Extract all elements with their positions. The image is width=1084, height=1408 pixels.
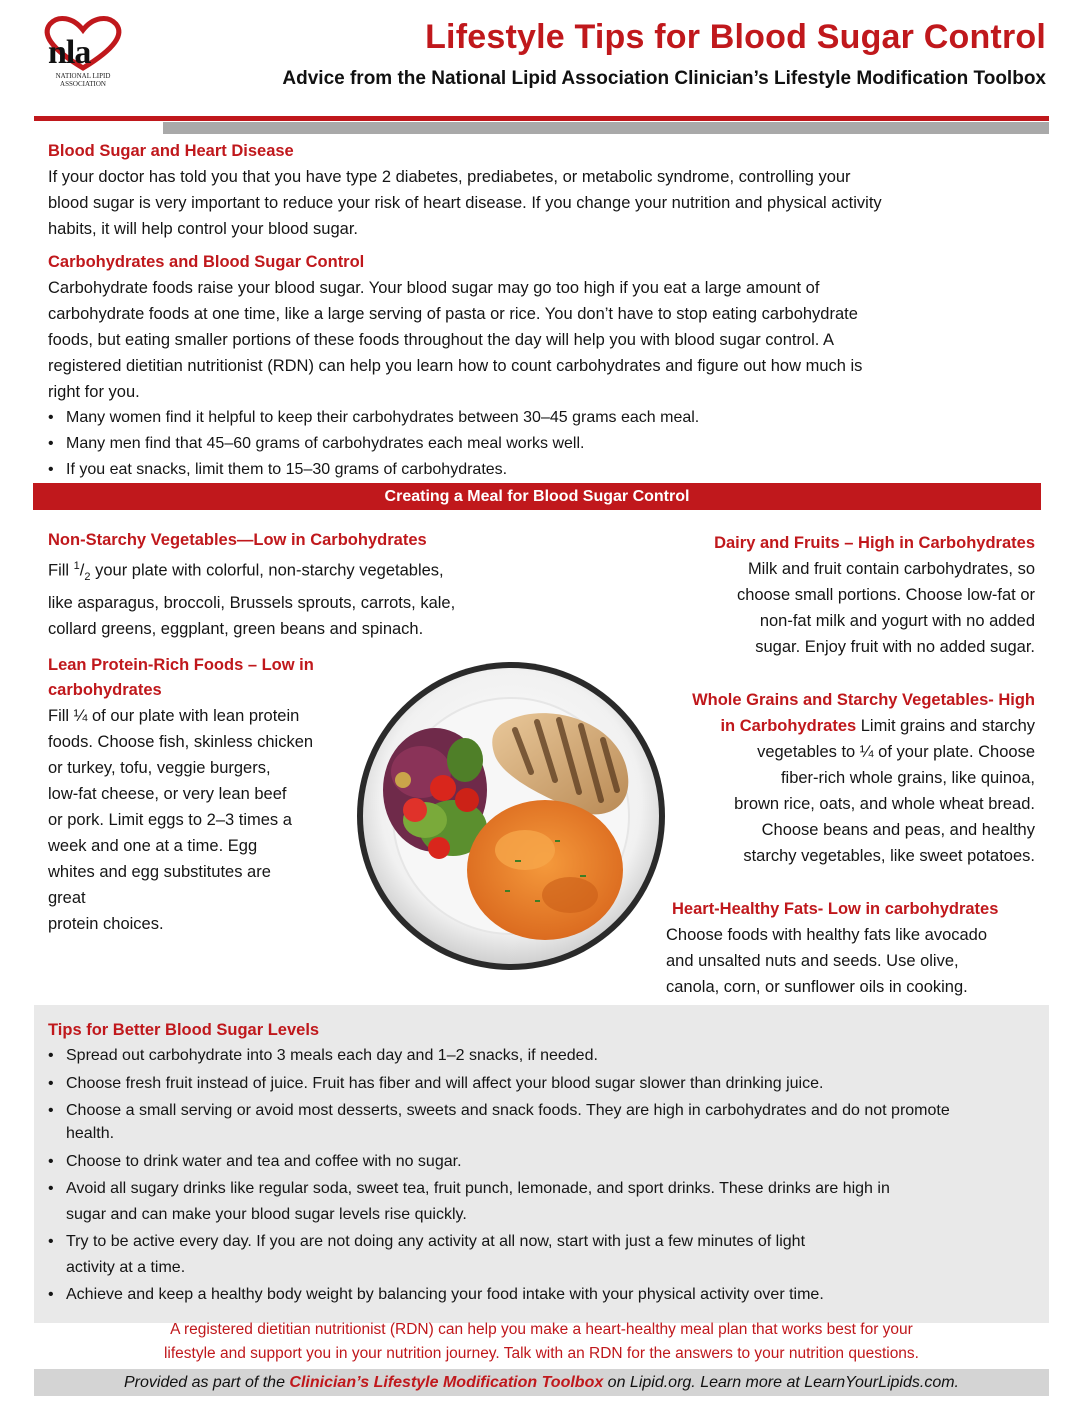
section-dairy-fruits — [635, 531, 1035, 660]
paragraph-line: non-fat milk and yogurt with no added — [759, 612, 1035, 630]
healthy-plate-image — [355, 660, 667, 972]
meal-section-banner: Creating a Meal for Blood Sugar Control — [33, 483, 1041, 510]
paragraph-line: protein choices. — [48, 915, 164, 933]
section-tips — [48, 1018, 1048, 1308]
list-item-line: • Choose fresh fruit instead of juice. Fruit has fiber and will affect your blood sugar slower than drinking juice. — [66, 1075, 824, 1092]
list-item-line: activity at a time. — [66, 1259, 186, 1276]
fraction-denominator: 2 — [84, 570, 91, 583]
paragraph-line: Carbohydrate foods raise your blood sugar. Your blood sugar may go too high if you eat a large amount of — [48, 279, 820, 297]
header-divider-gray — [163, 122, 1049, 134]
plate-illustration — [355, 660, 667, 972]
section-heading: carbohydrates — [48, 681, 162, 699]
page-title: Lifestyle Tips for Blood Sugar Control — [425, 18, 1046, 56]
paragraph-line: Fill $^1/_2$ your plate with colorful, non-starchy vegetables, — [48, 560, 444, 583]
logo-org-line1: NATIONAL LIPID — [55, 72, 111, 80]
list-item-line: • Choose to drink water and tea and coffee with no sugar. — [66, 1153, 462, 1170]
list-item — [48, 1229, 1048, 1281]
paragraph-line: right for you. — [48, 383, 140, 401]
section-heading: Non-Starchy Vegetables—Low in Carbohydrates — [48, 531, 427, 549]
section-heading: Lean Protein-Rich Foods – Low in — [48, 656, 314, 674]
paragraph-line: Fill ¼ of our plate with lean protein — [48, 707, 300, 725]
paragraph-line: great — [48, 889, 86, 907]
paragraph-line: low-fat cheese, or very lean beef — [48, 785, 287, 803]
paragraph-line: foods, but eating smaller portions of these foods throughout the day will help you with blood sugar control. A — [48, 331, 835, 349]
list-item — [48, 1099, 1048, 1145]
paragraph-line: Choose beans and peas, and healthy — [761, 821, 1035, 839]
rdn-note-line: A registered dietitian nutritionist (RDN) can help you make a heart-healthy meal plan that works best for your — [170, 1321, 913, 1338]
paragraph-line: sugar. Enjoy fruit with no added sugar. — [755, 638, 1035, 656]
rdn-note — [34, 1318, 1049, 1366]
paragraph-line: and unsalted nuts and seeds. Use olive, — [666, 952, 959, 970]
section-healthy-fats — [666, 897, 1046, 1000]
paragraph-line: or pork. Limit eggs to 2–3 times a — [48, 811, 292, 829]
logo-letters: nla — [48, 34, 91, 71]
list-item — [48, 1149, 1048, 1175]
paragraph-line: habits, it will help control your blood sugar. — [48, 220, 359, 238]
section-heading: Whole Grains and Starchy Vegetables- High — [692, 691, 1035, 709]
paragraph-line: fiber-rich whole grains, like quinoa, — [780, 769, 1035, 787]
list-item-line: health. — [66, 1125, 115, 1142]
paragraph-line: registered dietitian nutritionist (RDN) can help you learn how to count carbohydrates and figure out how much is — [48, 357, 863, 375]
section-blood-sugar-heart — [48, 139, 1048, 242]
paragraph-line: carbohydrate foods at one time, like a large serving of pasta or rice. You don’t have to stop eating carbohydrate — [48, 305, 858, 323]
section-heading: Heart-Healthy Fats- Low in carbohydrates — [672, 900, 999, 918]
list-item-line: sugar and can make your blood sugar levels rise quickly. — [66, 1206, 467, 1223]
section-heading: Tips for Better Blood Sugar Levels — [48, 1021, 320, 1039]
toolbox-link[interactable]: Clinician’s Lifestyle Modification Toolbox — [289, 1374, 604, 1391]
list-item — [48, 1043, 1048, 1069]
section-heading: Blood Sugar and Heart Disease — [48, 142, 294, 160]
list-item: • Many women find it helpful to keep their carbohydrates between 30–45 grams each meal. — [48, 405, 1048, 431]
list-item — [48, 1176, 1048, 1228]
paragraph-line: If your doctor has told you that you have type 2 diabetes, prediabetes, or metabolic syndrome, controlling your — [48, 168, 851, 186]
list-item — [48, 1071, 1048, 1097]
footer-text: on Lipid.org. Learn more at LearnYourLipids.com. — [603, 1374, 959, 1391]
list-item: • Many men find that 45–60 grams of carbohydrates each meal works well. — [48, 431, 1048, 457]
paragraph-line: starchy vegetables, like sweet potatoes. — [743, 847, 1035, 865]
header-divider-red — [34, 116, 1049, 121]
list-item: • If you eat snacks, limit them to 15–30 grams of carbohydrates. — [48, 457, 1048, 483]
rdn-note-line: lifestyle and support you in your nutrition journey. Talk with an RDN for the answers to your nutrition questions. — [163, 1345, 919, 1362]
logo-org-line2: ASSOCIATION — [60, 80, 106, 88]
paragraph-line: foods. Choose fish, skinless chicken — [48, 733, 314, 751]
list-item-line: • Choose a small serving or avoid most desserts, sweets and snack foods. They are high in carbohydrates and do not promote — [66, 1102, 950, 1119]
list-item-line: • Try to be active every day. If you are not doing any activity at all now, start with just a few minutes of light — [66, 1233, 806, 1250]
footer — [34, 1369, 1049, 1396]
paragraph-line: Milk and fruit contain carbohydrates, so — [747, 560, 1035, 578]
section-heading: in Carbohydrates — [720, 717, 857, 735]
paragraph-line: or turkey, tofu, veggie burgers, — [48, 759, 271, 777]
paragraph-line: blood sugar is very important to reduce your risk of heart disease. If you change your nutrition and physical activity — [48, 194, 882, 212]
section-whole-grains — [625, 688, 1035, 869]
list-item — [48, 1282, 1048, 1308]
paragraph-line: brown rice, oats, and whole wheat bread. — [734, 795, 1035, 813]
section-non-starchy-vegetables — [48, 528, 518, 642]
page-subtitle: Advice from the National Lipid Association Clinician’s Lifestyle Modification Toolbox — [282, 68, 1046, 89]
sweet-potato-mash — [467, 800, 623, 940]
section-carbohydrates — [48, 250, 1048, 483]
paragraph-line: vegetables to ¼ of your plate. Choose — [757, 743, 1035, 761]
paragraph-line: canola, corn, or sunflower oils in cooking. — [666, 978, 968, 996]
footer-text: Provided as part of the — [123, 1374, 290, 1391]
text-fragment: Fill — [48, 561, 74, 580]
text-fragment: your plate with colorful, non-starchy vegetables, — [90, 561, 444, 580]
paragraph-line: collard greens, eggplant, green beans and spinach. — [48, 619, 424, 638]
paragraph-line: Choose foods with healthy fats like avocado — [666, 926, 988, 944]
list-item-line: • Avoid all sugary drinks like regular soda, sweet tea, fruit punch, lemonade, and sport drinks. These drinks are high in — [66, 1180, 890, 1197]
paragraph-line — [625, 713, 1035, 739]
paragraph-line: week and one at a time. Egg — [48, 837, 258, 855]
nla-logo — [40, 14, 126, 96]
text-fragment: Limit grains and starchy — [856, 717, 1035, 735]
list-item-line: • Spread out carbohydrate into 3 meals each day and 1–2 snacks, if needed. — [66, 1047, 598, 1064]
section-heading: Dairy and Fruits – High in Carbohydrates — [714, 534, 1035, 552]
paragraph-line: like asparagus, broccoli, Brussels sprouts, carrots, kale, — [48, 593, 456, 612]
paragraph-line: whites and egg substitutes are — [48, 863, 271, 881]
fraction-numerator: 1 — [73, 560, 80, 572]
paragraph-line: choose small portions. Choose low-fat or — [736, 586, 1035, 604]
section-heading: Carbohydrates and Blood Sugar Control — [48, 253, 365, 271]
section-lean-protein — [48, 653, 368, 937]
list-item-line: • Achieve and keep a healthy body weight by balancing your food intake with your physical activity over time. — [66, 1286, 824, 1303]
